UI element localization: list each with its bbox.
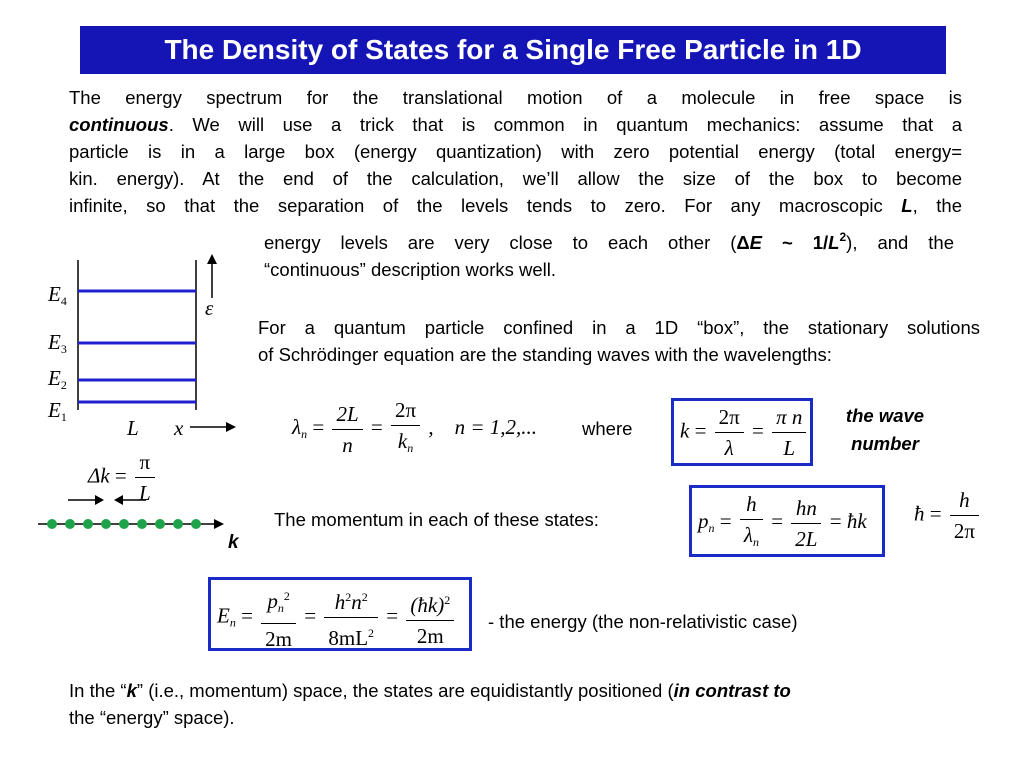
intro-line-3: particle is in a large box (energy quantization) with zero potential energy (total energy= xyxy=(69,141,962,162)
x-arrow-head xyxy=(226,422,236,432)
intro-line-1: The energy spectrum for the translational motion of a molecule in free space is xyxy=(69,87,962,108)
intro-line-7: “continuous” description works well. xyxy=(264,259,557,280)
intro-approx: ~ 1/ xyxy=(762,232,829,253)
k-axis-head xyxy=(214,519,224,529)
para2-line-1: For a quantum particle confined in a 1D “box”, the stationary solutions xyxy=(258,317,980,338)
k-dot xyxy=(173,519,183,529)
k-axis-label: k xyxy=(228,532,239,553)
hbar-equation: ħ = $\frac{h}{2\pi}$ xyxy=(914,488,982,543)
epsilon-label: ε xyxy=(205,296,214,320)
conclusion-line-1: In the “k” (i.e., momentum) space, the states are equidistantly positioned (in contrast to xyxy=(69,680,791,701)
momentum-text: The momentum in each of these states: xyxy=(274,509,599,530)
box-length-label: L xyxy=(127,416,139,440)
delta-symbol: Δ xyxy=(736,232,750,253)
intro-line-2-rest: . We will use a trick that is common in quantum mechanics: assume that a xyxy=(168,114,962,135)
wave-number-label: the wave number xyxy=(845,405,925,454)
k-space-diagram xyxy=(38,488,238,534)
conclusion-line-2: the “energy” space). xyxy=(69,707,235,728)
intro-line-6-pre: energy levels are very close to each other ( xyxy=(264,232,737,253)
k-dot xyxy=(83,519,93,529)
delta-k-eq: = xyxy=(114,463,127,488)
intro-line-2 xyxy=(69,111,962,138)
intro-line-4: kin. energy). At the end of the calculation, we’ll allow the size of the box to become xyxy=(69,168,962,189)
momentum-box: $p_n$ = $\frac{h}{\lambda_n}$ = $\frac{hn}{2L}$ = ħk xyxy=(689,485,885,557)
x-axis-label: x xyxy=(174,416,184,440)
k-dot xyxy=(101,519,111,529)
k-dot xyxy=(119,519,129,529)
energy-description: - the energy (the non-relativistic case) xyxy=(488,611,798,632)
energy-arrow-head xyxy=(207,254,217,264)
intro-line-5-pre: infinite, so that the separation of the levels tends to zero. For any macroscopic xyxy=(69,195,902,216)
slide-title: The Density of States for a Single Free Particle in 1D xyxy=(80,26,946,74)
level-label-E1: $E_1$ xyxy=(48,398,67,424)
intro-E: E xyxy=(749,232,762,253)
level-label-E3: $E_3$ xyxy=(48,330,67,356)
where-label: where xyxy=(582,418,633,439)
delta-k: Δk xyxy=(88,463,110,488)
intro-line-5 xyxy=(69,192,962,219)
conclusion-paragraph xyxy=(69,677,979,731)
wave-number-box: k = $\frac{2\pi}{\lambda}$ = $\frac{\text{π n}}{L}$ xyxy=(671,398,813,466)
k-dot xyxy=(65,519,75,529)
k-dot xyxy=(47,519,57,529)
intro-exp: 2 xyxy=(839,230,847,244)
delta-k-fraction: $\frac{\pi}{L}$ xyxy=(135,450,155,505)
energy-box: $E_n$ = $\frac{p_n^2}{2m}$ = $\frac{h^2n^2}{8mL^2}$ = $\frac{(ħk)^2}{2m}$ xyxy=(208,577,472,651)
standing-wave-paragraph xyxy=(258,314,980,368)
level-label-E4: $E_4$ xyxy=(48,282,67,308)
continuous-emphasis: continuous xyxy=(69,114,169,135)
level-label-E2: $E_2$ xyxy=(48,366,67,392)
intro-L: L xyxy=(901,195,913,216)
para2-line-2: of Schrödinger equation are the standing waves with the wavelengths: xyxy=(258,344,832,365)
k-dot xyxy=(155,519,165,529)
intro-line-6-post: ), and the xyxy=(846,232,954,253)
intro-L2: L xyxy=(828,232,840,253)
intro-paragraph-cont xyxy=(264,224,954,283)
k-dot xyxy=(191,519,201,529)
spacing-arrow-right-head xyxy=(95,495,104,505)
intro-line-6 xyxy=(264,224,954,256)
spacing-arrow-left-head xyxy=(114,495,123,505)
intro-line-5-post: , the xyxy=(912,195,962,216)
wavelength-equation: $\lambda_n$ = $\frac{2L}{n}$ = $\frac{2\pi}{k_n}$ , n = 1,2,... xyxy=(292,398,538,457)
intro-paragraph xyxy=(69,84,962,219)
k-dots xyxy=(47,519,201,529)
k-dot xyxy=(137,519,147,529)
